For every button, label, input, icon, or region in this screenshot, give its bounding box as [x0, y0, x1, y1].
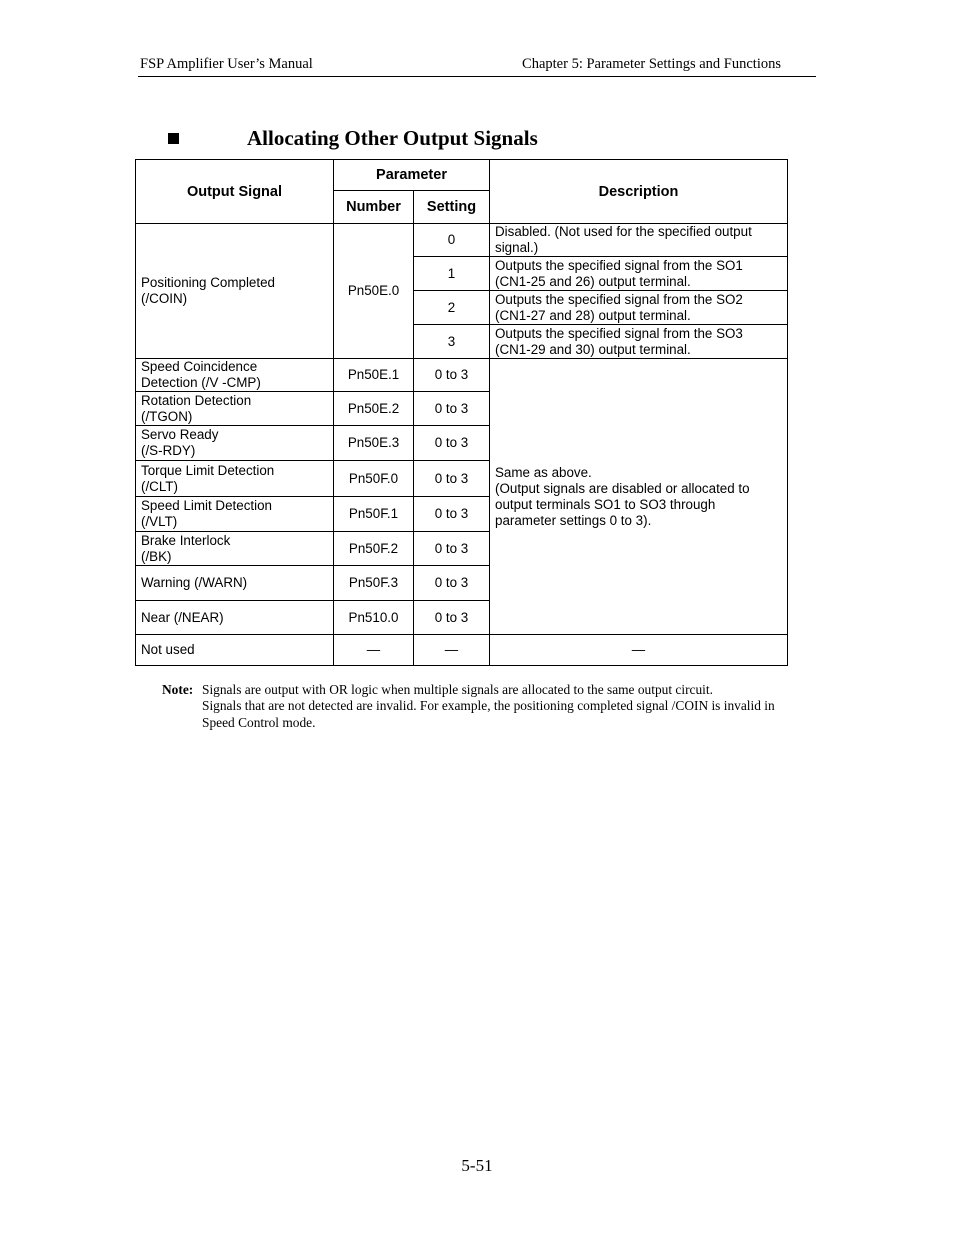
setting-cell: 1	[414, 257, 490, 291]
description-cell: Outputs the specified signal from the SO3 (CN1-29 and 30) output terminal.	[490, 325, 788, 359]
table-row	[136, 224, 788, 257]
signal-cell: Brake Interlock (/BK)	[136, 532, 334, 566]
signal-cell: Servo Ready (/S-RDY)	[136, 426, 334, 461]
description-cell: Outputs the specified signal from the SO2 (CN1-27 and 28) output terminal.	[490, 291, 788, 325]
note-text	[202, 682, 812, 731]
note-line: Signals are output with OR logic when multiple signals are allocated to the same output circuit.	[202, 682, 713, 697]
setting-cell: 0 to 3	[414, 359, 490, 392]
setting-cell: 0 to 3	[414, 601, 490, 635]
header-description: Description	[490, 160, 788, 224]
page-header	[138, 56, 816, 77]
setting-cell: 0	[414, 224, 490, 257]
number-cell: Pn50F.0	[334, 461, 414, 497]
header-parameter: Parameter	[334, 160, 490, 191]
signal-cell: Warning (/WARN)	[136, 566, 334, 601]
header-number: Number	[334, 191, 414, 224]
table-header-row	[136, 160, 788, 191]
note-line: Signals that are not detected are invalid. For example, the positioning completed signal /COIN is invalid in	[202, 698, 775, 714]
table-row-not-used	[136, 635, 788, 666]
setting-cell: 0 to 3	[414, 532, 490, 566]
header-setting: Setting	[414, 191, 490, 224]
setting-cell: 0 to 3	[414, 392, 490, 426]
signal-cell: Speed Limit Detection (/VLT)	[136, 497, 334, 532]
section-title: Allocating Other Output Signals	[247, 126, 538, 150]
setting-cell: —	[414, 635, 490, 666]
number-cell: Pn50F.2	[334, 532, 414, 566]
signal-cell: Rotation Detection (/TGON)	[136, 392, 334, 426]
output-signal-table	[135, 159, 788, 666]
setting-cell: 2	[414, 291, 490, 325]
table-row	[136, 359, 788, 392]
number-cell: Pn50E.0	[334, 224, 414, 359]
note-line: Speed Control mode.	[202, 714, 316, 730]
header-output-signal: Output Signal	[136, 160, 334, 224]
setting-cell: 3	[414, 325, 490, 359]
manual-title: FSP Amplifier User’s Manual	[140, 56, 313, 72]
number-cell: Pn50E.1	[334, 359, 414, 392]
signal-cell: Torque Limit Detection (/CLT)	[136, 461, 334, 497]
description-cell: Outputs the specified signal from the SO1 (CN1-25 and 26) output terminal.	[490, 257, 788, 291]
signal-cell: Speed Coincidence Detection (/V -CMP)	[136, 359, 334, 392]
note-label: Note:	[162, 682, 194, 697]
setting-cell: 0 to 3	[414, 461, 490, 497]
description-cell: Disabled. (Not used for the specified output signal.)	[490, 224, 788, 257]
setting-cell: 0 to 3	[414, 566, 490, 601]
number-cell: —	[334, 635, 414, 666]
number-cell: Pn50F.3	[334, 566, 414, 601]
number-cell: Pn50F.1	[334, 497, 414, 532]
signal-cell: Positioning Completed (/COIN)	[136, 224, 334, 359]
number-cell: Pn50E.2	[334, 392, 414, 426]
shared-description-cell: Same as above. (Output signals are disabled or allocated to output terminals SO1 to SO3 through parameter settings 0 to 3).	[490, 359, 788, 635]
chapter-title: Chapter 5: Parameter Settings and Functions	[522, 56, 781, 72]
signal-cell: Not used	[136, 635, 334, 666]
signal-cell: Near (/NEAR)	[136, 601, 334, 635]
setting-cell: 0 to 3	[414, 497, 490, 532]
number-cell: Pn510.0	[334, 601, 414, 635]
number-cell: Pn50E.3	[334, 426, 414, 461]
square-bullet-icon	[168, 133, 179, 144]
setting-cell: 0 to 3	[414, 426, 490, 461]
description-cell: —	[490, 635, 788, 666]
page-number: 5-51	[461, 1156, 493, 1175]
